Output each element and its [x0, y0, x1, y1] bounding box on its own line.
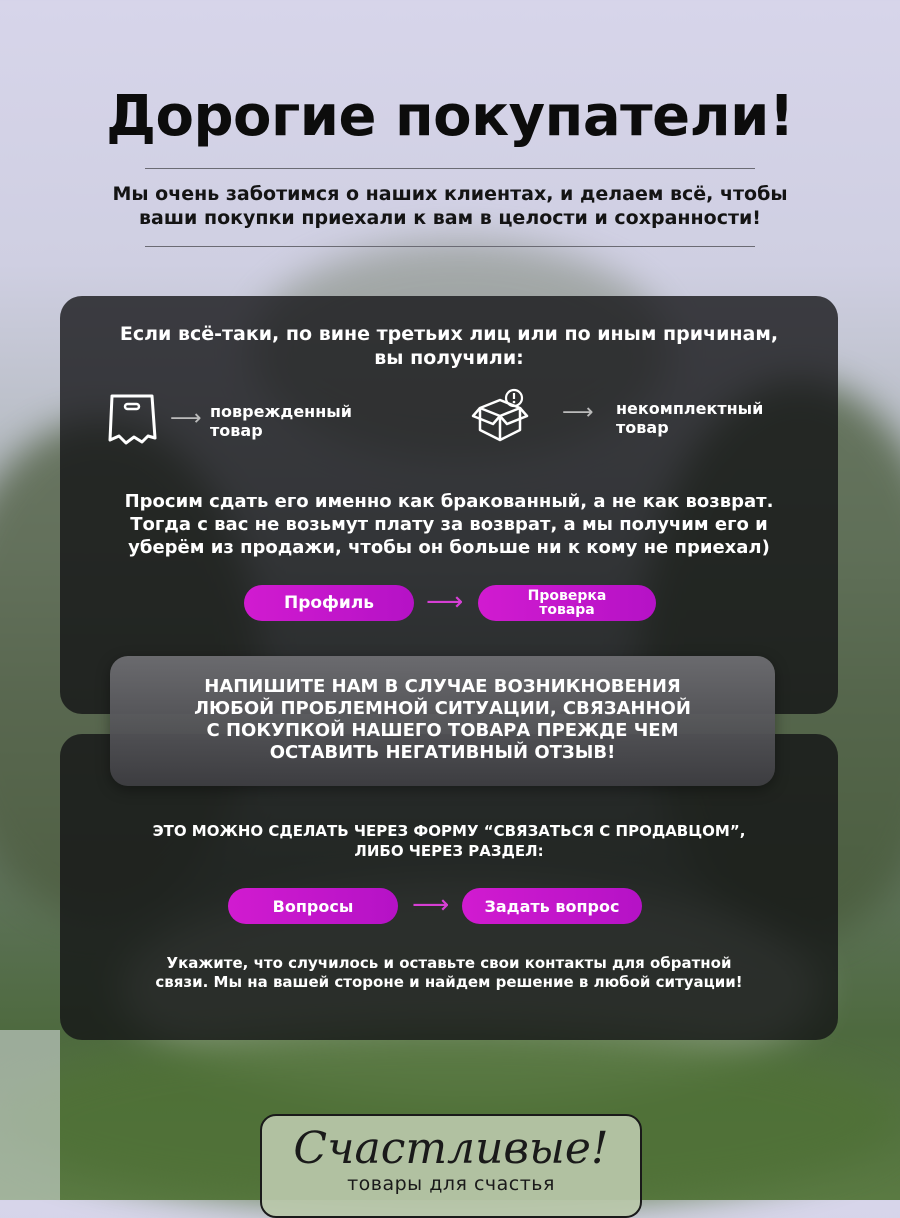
card-intro-line: Если всё-таки, по вине третьих лиц или по иным причинам,: [119, 323, 779, 345]
subtitle-line: ваши покупки приехали к вам в целости и сохранности!: [139, 207, 761, 229]
banner-line: С ПОКУПКОЙ НАШЕГО ТОВАРА ПРЕЖДЕ ЧЕМ: [206, 720, 679, 741]
note-line: Укажите, что случилось и оставьте свои контакты для обратной: [166, 954, 732, 972]
card-intro-line: вы получили:: [374, 347, 524, 369]
arrow-right-icon: ⟶: [426, 587, 464, 617]
request-text: [60, 490, 838, 559]
subtitle-divider: [145, 246, 755, 247]
label-line: поврежденный: [210, 402, 352, 421]
note-line: связи. Мы на вашей стороне и найдем решение в любой ситуации!: [155, 973, 743, 991]
profile-button[interactable]: [244, 585, 414, 621]
damaged-item-label: [210, 402, 352, 440]
product-check-button[interactable]: [478, 585, 656, 621]
contact-note: [60, 954, 838, 992]
questions-button-label: Вопросы: [272, 896, 354, 916]
request-line: Просим сдать его именно как бракованный, а не как возврат.: [124, 491, 774, 512]
subtitle: [0, 182, 900, 230]
incomplete-item-label: [616, 399, 763, 437]
tent-shape: [0, 1030, 60, 1200]
check-button-line: Проверка: [527, 588, 607, 604]
questions-button[interactable]: [228, 888, 398, 924]
open-box-alert-icon: [470, 386, 536, 446]
warning-banner: [110, 656, 775, 786]
banner-line: ЛЮБОЙ ПРОБЛЕМНОЙ СИТУАЦИИ, СВЯЗАННОЙ: [194, 698, 691, 719]
page-title: Дорогие покупатели!: [106, 84, 794, 149]
contact-instructions: [60, 821, 838, 861]
label-line: товар: [616, 418, 669, 437]
arrow-right-icon: ⟶: [562, 400, 594, 425]
title-divider: [145, 168, 755, 169]
arrow-right-icon: ⟶: [170, 406, 202, 431]
arrow-right-icon: ⟶: [412, 890, 450, 920]
instruction-line: ЛИБО ЧЕРЕЗ РАЗДЕЛ:: [354, 842, 544, 860]
request-line: Тогда с вас не возьмут плату за возврат, а мы получим его и: [130, 514, 768, 535]
brand-badge: [260, 1114, 642, 1218]
ask-question-button[interactable]: [462, 888, 642, 924]
subtitle-line: Мы очень заботимся о наших клиентах, и делаем всё, чтобы: [112, 183, 788, 205]
check-button-line: товара: [539, 602, 595, 618]
instruction-line: ЭТО МОЖНО СДЕЛАТЬ ЧЕРЕЗ ФОРМУ “СВЯЗАТЬСЯ С ПРОДАВЦОМ”,: [152, 822, 746, 840]
ask-question-button-label: Задать вопрос: [484, 896, 620, 916]
profile-button-label: Профиль: [283, 593, 375, 613]
brand-tagline: товары для счастья: [347, 1173, 555, 1195]
banner-line: НАПИШИТЕ НАМ В СЛУЧАЕ ВОЗНИКНОВЕНИЯ: [204, 676, 681, 697]
brand-name: Счастливые!: [293, 1123, 609, 1174]
banner-line: ОСТАВИТЬ НЕГАТИВНЫЙ ОТЗЫВ!: [269, 742, 616, 763]
label-line: товар: [210, 421, 263, 440]
damaged-bag-icon: [104, 392, 160, 448]
label-line: некомплектный: [616, 399, 764, 418]
damaged-goods-card: [60, 296, 838, 714]
banner-text: [110, 676, 775, 764]
request-line: уберём из продажи, чтобы он больше ни к кому не приехал): [128, 537, 770, 558]
card-intro: [60, 322, 838, 370]
